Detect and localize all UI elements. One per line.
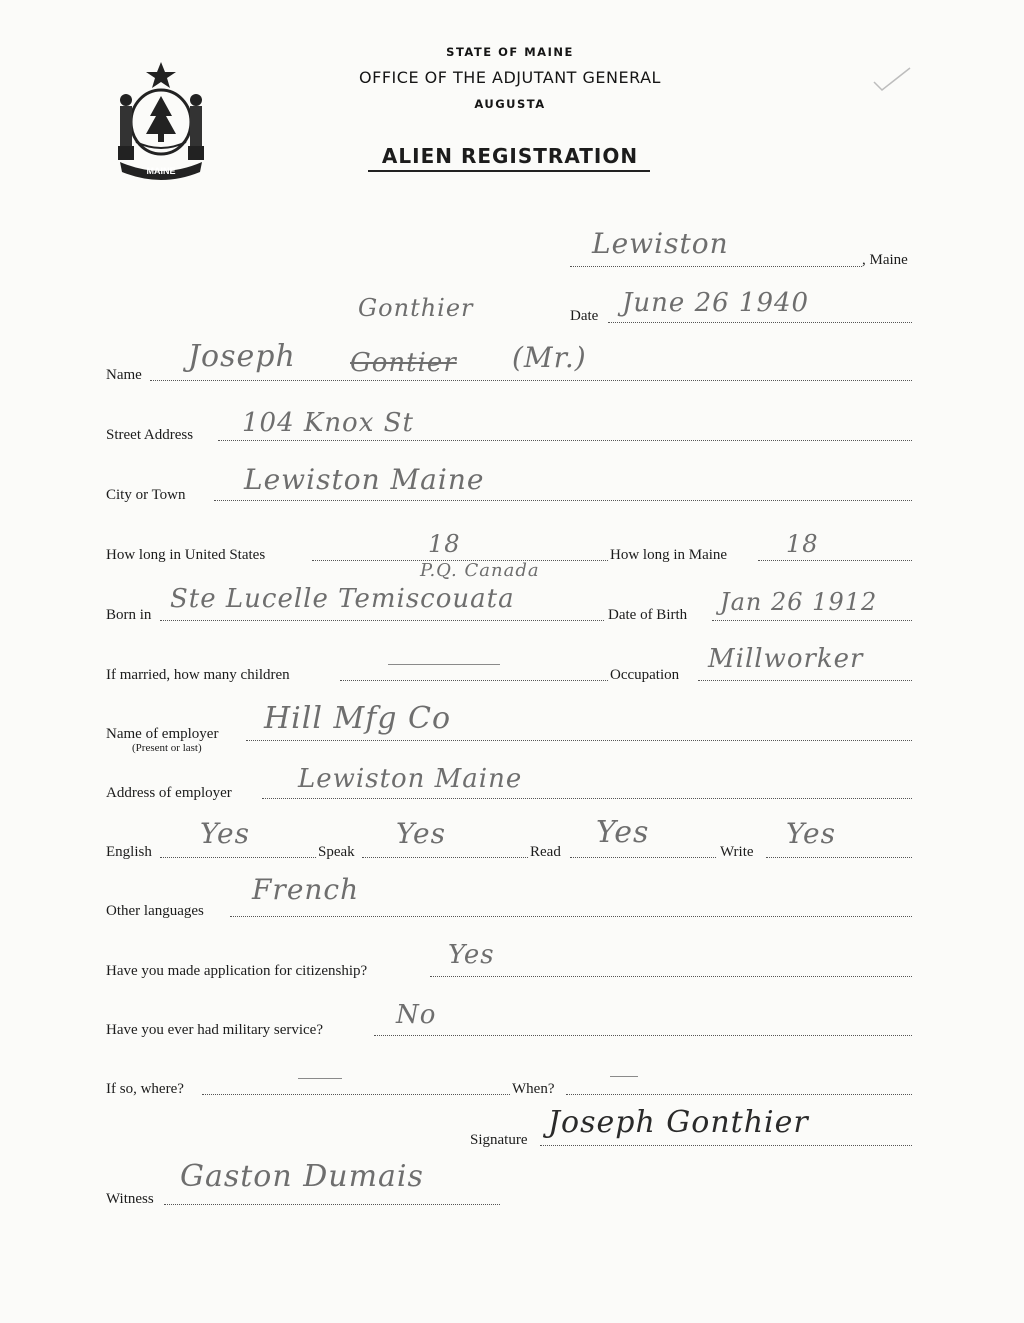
born-in-line bbox=[160, 620, 604, 621]
children-dash bbox=[388, 664, 500, 665]
check-mark-icon bbox=[872, 66, 912, 96]
name-label: Name bbox=[106, 367, 142, 383]
if-so-where-dash bbox=[298, 1078, 342, 1079]
other-languages-line bbox=[230, 916, 912, 917]
date-of-birth-entry: Jan 26 1912 bbox=[720, 588, 878, 616]
citizenship-entry: Yes bbox=[448, 940, 495, 970]
street-address-line bbox=[218, 440, 912, 441]
employer-name-entry: Hill Mfg Co bbox=[264, 701, 452, 736]
write-label: Write bbox=[720, 844, 754, 860]
employer-address-label: Address of employer bbox=[106, 785, 232, 801]
if-so-where-label: If so, where? bbox=[106, 1081, 184, 1097]
read-line bbox=[570, 857, 716, 858]
speak-label: Speak bbox=[318, 844, 355, 860]
occupation-line bbox=[698, 680, 912, 681]
born-in-entry: Ste Lucelle Temiscouata bbox=[170, 584, 515, 614]
employer-address-entry: Lewiston Maine bbox=[298, 764, 523, 794]
speak-line bbox=[362, 857, 528, 858]
other-languages-label: Other languages bbox=[106, 903, 204, 919]
english-label: English bbox=[106, 844, 152, 860]
when-line bbox=[566, 1094, 912, 1095]
town-line bbox=[570, 266, 862, 267]
when-label: When? bbox=[512, 1081, 555, 1097]
name-correction-entry: Gonthier bbox=[358, 294, 474, 322]
how-long-maine-label: How long in Maine bbox=[610, 547, 728, 563]
title-underline bbox=[368, 170, 650, 172]
page-title: ALIEN REGISTRATION bbox=[381, 144, 639, 168]
header-state: STATE OF MAINE bbox=[446, 45, 574, 59]
signature-line bbox=[540, 1145, 912, 1146]
english-line bbox=[160, 857, 316, 858]
employer-name-label: Name of employer bbox=[106, 726, 219, 742]
how-long-us-entry: 18 bbox=[428, 530, 461, 558]
born-in-note-entry: P.Q. Canada bbox=[420, 560, 540, 581]
children-label: If married, how many children bbox=[106, 667, 290, 683]
if-so-where-line bbox=[202, 1094, 510, 1095]
employer-name-line bbox=[246, 740, 912, 741]
header-city: AUGUSTA bbox=[474, 97, 546, 111]
street-address-label: Street Address bbox=[106, 427, 194, 443]
military-line bbox=[374, 1035, 912, 1036]
signature-entry: Joseph Gonthier bbox=[548, 1105, 809, 1140]
how-long-maine-entry: 18 bbox=[786, 530, 819, 558]
city-or-town-label: City or Town bbox=[106, 487, 186, 503]
citizenship-line bbox=[430, 976, 912, 977]
street-address-entry: 104 Knox St bbox=[242, 408, 414, 438]
maine-state-seal-icon bbox=[108, 58, 214, 184]
employer-address-line bbox=[262, 798, 912, 799]
seal-banner-text: MAINE bbox=[146, 166, 176, 176]
witness-line bbox=[164, 1204, 500, 1205]
header-office: OFFICE OF THE ADJUTANT GENERAL bbox=[359, 68, 661, 87]
occupation-label: Occupation bbox=[610, 667, 680, 683]
maine-label: , Maine bbox=[862, 252, 908, 268]
citizenship-label: Have you made application for citizenship? bbox=[106, 963, 368, 979]
read-label: Read bbox=[530, 844, 561, 860]
name-crossed-entry: Gontier bbox=[350, 348, 457, 378]
read-entry: Yes bbox=[596, 815, 650, 850]
date-of-birth-line bbox=[712, 620, 912, 621]
how-long-maine-line bbox=[758, 560, 912, 561]
children-line bbox=[340, 680, 608, 681]
english-entry: Yes bbox=[200, 817, 250, 850]
date-label: Date bbox=[570, 308, 599, 324]
city-or-town-entry: Lewiston Maine bbox=[244, 463, 485, 496]
other-languages-entry: French bbox=[252, 873, 360, 906]
military-label: Have you ever had military service? bbox=[106, 1022, 323, 1038]
town-entry: Lewiston bbox=[592, 227, 729, 260]
name-first-entry: Joseph bbox=[188, 339, 296, 374]
signature-label: Signature bbox=[470, 1132, 528, 1148]
when-dash bbox=[610, 1076, 638, 1077]
witness-label: Witness bbox=[106, 1191, 154, 1207]
write-entry: Yes bbox=[786, 817, 836, 850]
military-entry: No bbox=[396, 1000, 437, 1030]
date-of-birth-label: Date of Birth bbox=[608, 607, 688, 623]
write-line bbox=[766, 857, 912, 858]
city-or-town-line bbox=[214, 500, 912, 501]
name-title-entry: (Mr.) bbox=[512, 341, 587, 374]
witness-entry: Gaston Dumais bbox=[180, 1159, 424, 1194]
born-in-label: Born in bbox=[106, 607, 152, 623]
occupation-entry: Millworker bbox=[708, 644, 864, 674]
name-line bbox=[150, 380, 912, 381]
date-entry: June 26 1940 bbox=[622, 288, 810, 318]
how-long-us-label: How long in United States bbox=[106, 547, 266, 563]
date-line bbox=[608, 322, 912, 323]
employer-note-label: (Present or last) bbox=[132, 742, 202, 754]
speak-entry: Yes bbox=[396, 817, 446, 850]
